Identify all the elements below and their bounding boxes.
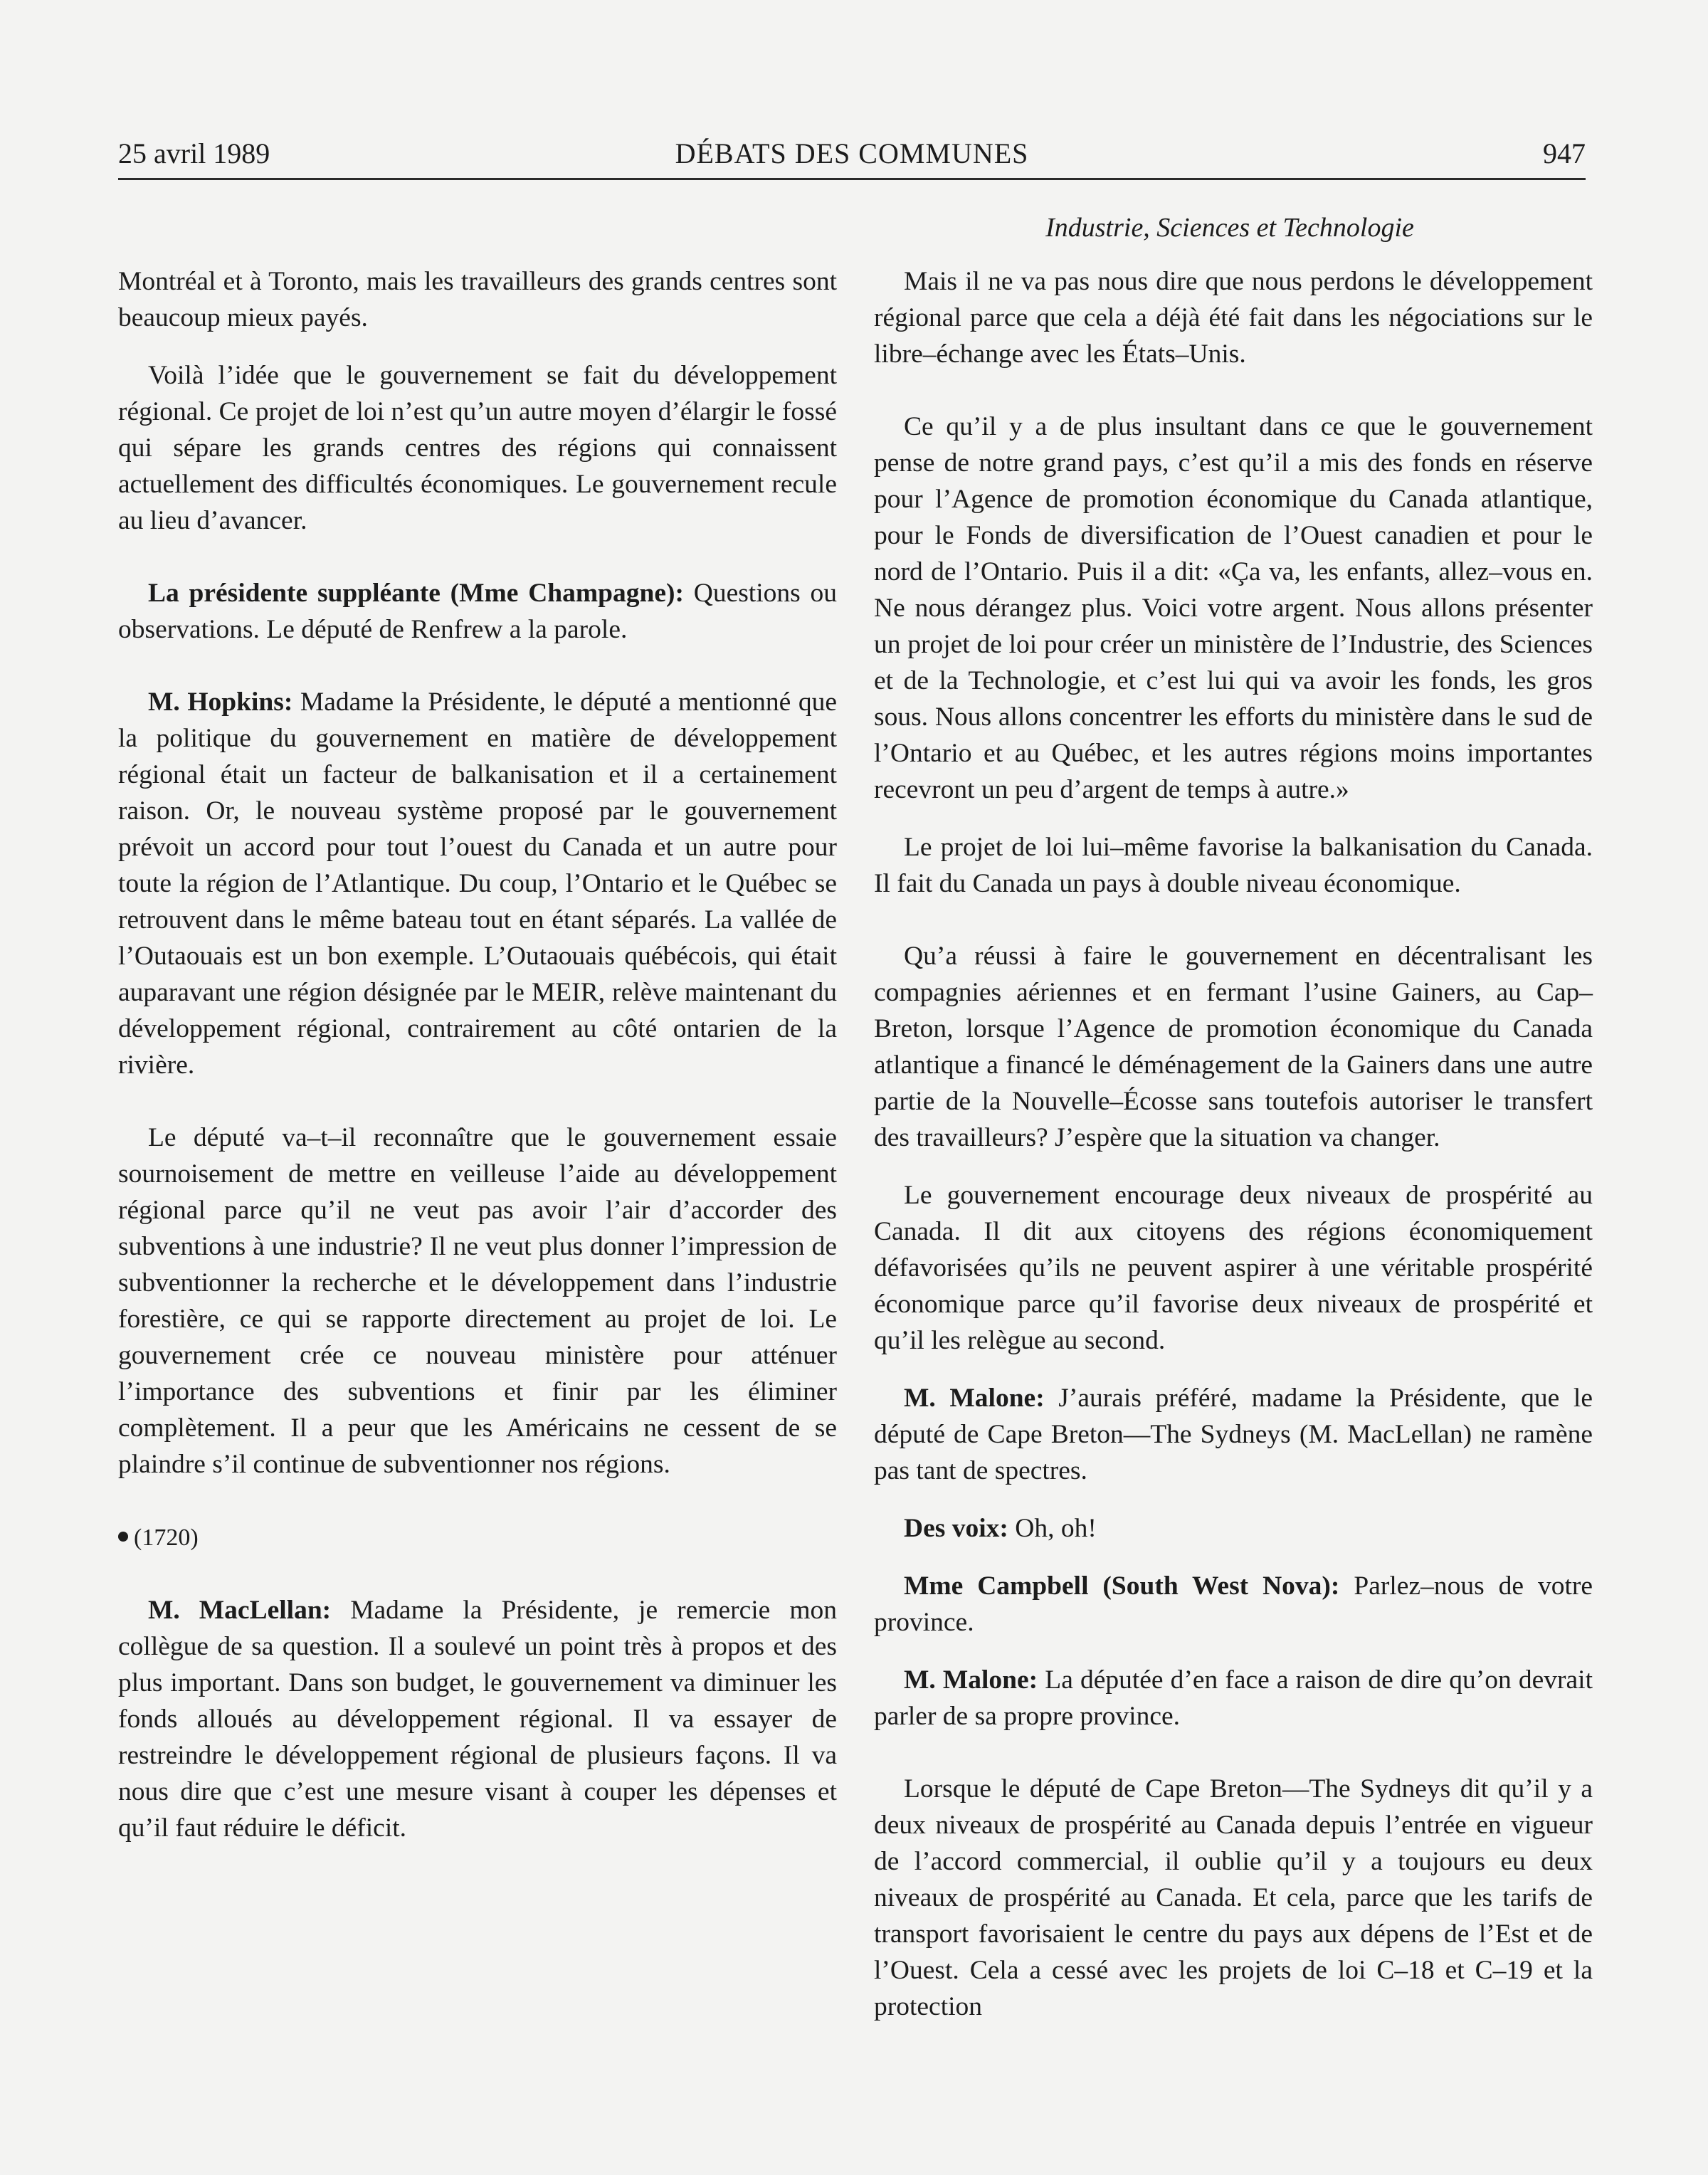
paragraph [874, 1662, 1593, 1734]
paragraph [874, 1380, 1593, 1489]
speaker-name: Mme Campbell (South West Nova): [904, 1571, 1340, 1601]
speech-text: Oh, oh! [1008, 1514, 1097, 1543]
paragraph: Le projet de loi lui–même favorise la balkanisation du Canada. Il fait du Canada un pays à double niveau économique. [874, 833, 1593, 898]
paragraph: Montréal et à Toronto, mais les travailleurs des grands centres sont beaucoup mieux payés. [118, 267, 837, 332]
right-column [874, 263, 1593, 2061]
speaker-name: M. Malone: [904, 1665, 1038, 1695]
paragraph: Mais il ne va pas nous dire que nous perdons le développement régional parce que cela a déjà été fait dans les négociations sur le libre–échange avec les États–Unis. [874, 267, 1593, 369]
page-header [118, 137, 1586, 180]
speech-text: La députée d’en face a raison de dire qu’on devrait parler de sa propre province. [874, 1665, 1593, 1731]
header-date: 25 avril 1989 [118, 137, 270, 169]
section-heading: Industrie, Sciences et Technologie [1045, 213, 1414, 243]
paragraph: Ce qu’il y a de plus insultant dans ce que le gouvernement pense de notre grand pays, c’est qu’il a mis des fonds en réserve pour l’Agence de promotion économique du Canada atlantique, pour le Fonds de diversification de l’Ouest canadien et pour le nord de l’Ontario. Puis il a dit: «Ça va, les enfants, allez–vous en. Ne nous dérangez plus. Voici votre argent. Nous allons présenter un projet de loi pour créer un ministère de l’Industrie, des Sciences et de la Technologie, et c’est lui qui va avoir les fonds, les gros sous. Nous allons concentrer les efforts du ministère dans le sud de l’Ontario et au Québec, et les autres régions moins importantes recevront un peu d’argent de temps à autre.» [874, 412, 1593, 804]
speech-text: Madame la Présidente, je remercie mon collègue de sa question. Il a soulevé un point très à propos et des plus important. Dans son budget, le gouvernement va diminuer les fonds alloués au développement régional. Il va essayer de restreindre le développement régional de plusieurs façons. Il va nous dire que c’est une mesure visant à couper les dépenses et qu’il faut réduire le déficit. [118, 1596, 837, 1843]
paragraph [118, 575, 837, 648]
speech-text: Questions ou observations. Le député de Renfrew a la parole. [118, 579, 838, 644]
paragraph: Le gouvernement encourage deux niveaux de prospérité au Canada. Il dit aux citoyens des régions économiquement défavorisées qu’ils ne peuvent aspirer à une véritable prospérité économique parce qu’il favorise deux niveaux de prospérité et qu’il les relègue au second. [874, 1181, 1593, 1355]
speaker-name: M. MacLellan: [148, 1596, 332, 1625]
time-marker-text: (1720) [134, 1524, 199, 1551]
speaker-name: M. Malone: [904, 1384, 1045, 1413]
header-title: DÉBATS DES COMMUNES [675, 137, 1029, 169]
speaker-name: M. Hopkins: [148, 688, 293, 717]
paragraph [874, 1510, 1593, 1547]
speaker-name: La présidente suppléante (Mme Champagne): [148, 579, 684, 608]
speech-text: Madame la Présidente, le député a mentionné que la politique du gouvernement en matière de développement régional était un facteur de balkanisation et il a certainement raison. Or, le nouveau système proposé par le gouvernement prévoit un accord pour tout l’ouest du Canada et un autre pour toute la région de l’Atlantique. Du coup, l’Ontario et le Québec se retrouvent dans le même bateau tout en étant séparés. La vallée de l’Outaouais est un bon exemple. L’Outaouais québécois, qui était auparavant une région désignée par le MEIR, relève maintenant du développement régional, contrairement au côté ontarien de la rivière. [118, 688, 837, 1080]
speech-text: Parlez–nous de votre province. [874, 1571, 1593, 1637]
paragraph: Qu’a réussi à faire le gouvernement en décentralisant les compagnies aériennes et en fermant l’usine Gainers, au Cap–Breton, lorsque l’Agence de promotion économique du Canada atlantique a financé le déménagement de la Gainers dans une autre partie de la Nouvelle–Écosse sans toutefois autoriser le transfert des travailleurs? J’espère que la situation va changer. [874, 942, 1593, 1152]
speaker-name: Des voix: [904, 1514, 1008, 1543]
paragraph [118, 684, 837, 1083]
paragraph [874, 1568, 1593, 1641]
paragraph [118, 1592, 837, 1846]
paragraph: Lorsque le député de Cape Breton—The Sydneys dit qu’il y a deux niveaux de prospérité au Canada depuis l’entrée en vigueur de l’accord commercial, il oublie qu’il y a toujours eu deux niveaux de prospérité au Canada. Et cela, parce que les tarifs de transport favorisaient le centre du pays aux dépens de l’Est et de l’Ouest. Cela a cessé avec les projets de loi C–18 et C–19 et la protection [874, 1774, 1593, 2021]
bullet-icon [118, 1532, 128, 1542]
left-column [118, 263, 837, 1882]
paragraph: Le député va–t–il reconnaître que le gouvernement essaie sournoisement de mettre en veilleuse l’aide au développement régional parce qu’il ne veut pas avoir l’air d’accorder des subventions à une industrie? Il ne veut plus donner l’impression de subventionner la recherche et le développement dans l’industrie forestière, ce qui se rapporte directement au projet de loi. Le gouvernement crée ce nouveau ministère pour atténuer l’importance des subventions et finir par les éliminer complètement. Il a peur que les Américains ne cessent de se plaindre s’il continue de subventionner nos régions. [118, 1123, 837, 1479]
time-marker [118, 1519, 837, 1556]
paragraph: Voilà l’idée que le gouvernement se fait du développement régional. Ce projet de loi n’est qu’un autre moyen d’élargir le fossé qui sépare les grands centres des régions qui connaissent actuellement des difficultés économiques. Le gouvernement recule au lieu d’avancer. [118, 361, 837, 535]
header-page-number: 947 [1543, 137, 1586, 169]
speech-text: J’aurais préféré, madame la Présidente, que le député de Cape Breton—The Sydneys (M. MacLellan) ne ramène pas tant de spectres. [874, 1384, 1593, 1485]
